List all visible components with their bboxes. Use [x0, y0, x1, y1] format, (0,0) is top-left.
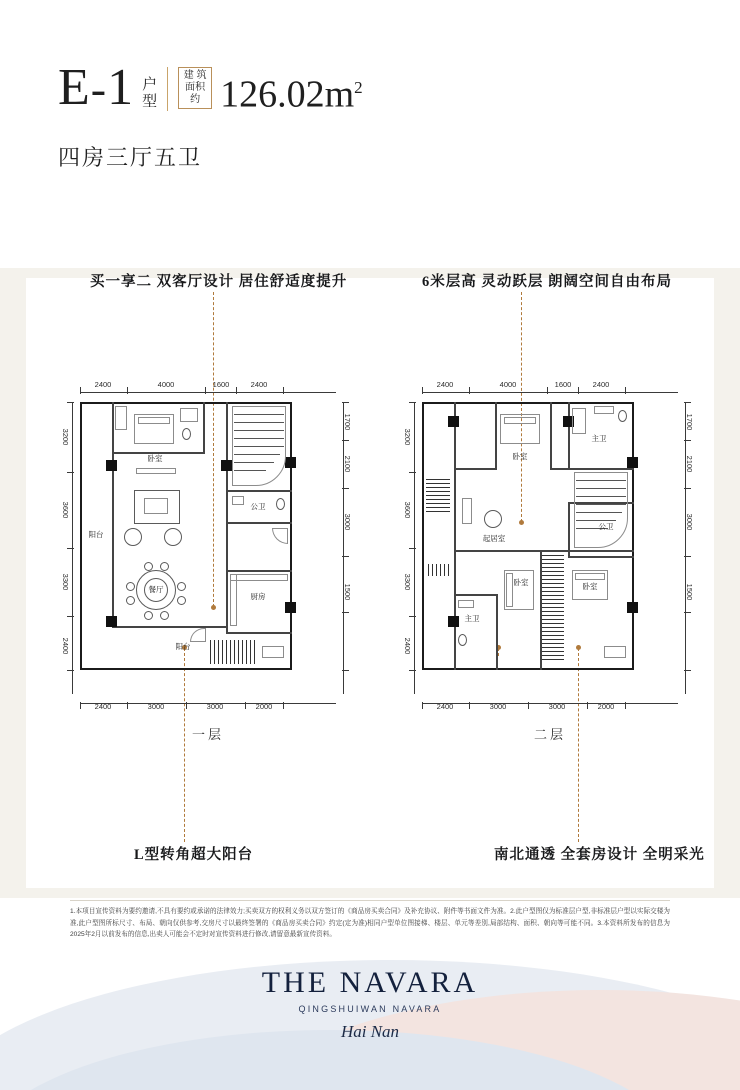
stair-step [576, 504, 626, 505]
room-label-balcony-bottom: 阳台 [175, 642, 191, 651]
column [285, 457, 296, 468]
dim-label: 3600 [403, 501, 412, 519]
caption-bottom-left: L型转角超大阳台 [134, 847, 254, 863]
balcony-railing-hatch-left [426, 478, 450, 512]
dim-label: 2400 [250, 380, 268, 389]
dims-right-1 [340, 402, 358, 694]
room-label-kitchen: 厨房 [250, 592, 266, 601]
room-label-living [142, 510, 172, 519]
unit-code [58, 59, 135, 116]
area-value-number: 126.02m [220, 74, 355, 116]
armchair-left [124, 528, 142, 546]
wall-interior [568, 556, 634, 558]
unit-type-label-line1: 户 [142, 77, 158, 93]
wall-interior [226, 490, 228, 572]
dim-label: 2400 [94, 702, 112, 711]
column [106, 616, 117, 627]
stair-step [576, 512, 622, 513]
dining-chair [160, 611, 169, 620]
family-room-table [484, 510, 502, 528]
dim-label: 2400 [403, 637, 412, 655]
wall-interior [550, 468, 634, 470]
stair-step [234, 462, 274, 463]
dim-label: 2100 [343, 455, 352, 473]
dim-label: 3200 [403, 428, 412, 446]
room-label-master-bath-top: 主卫 [591, 434, 607, 443]
column [106, 460, 117, 471]
bed-pillow [504, 417, 536, 424]
brand-block [0, 966, 740, 1042]
dim-label: 2400 [94, 380, 112, 389]
column [221, 460, 232, 471]
room-label-bedroom-1: 卧室 [147, 454, 163, 463]
door-arc [190, 628, 206, 642]
bed-pillow [575, 573, 605, 580]
balcony-railing-hatch [210, 640, 256, 664]
floorplan-level-1 [58, 378, 358, 742]
dim-label: 3000 [206, 702, 224, 711]
dining-chair [160, 562, 169, 571]
dims-top-2 [422, 378, 678, 396]
dim-label: 4000 [499, 380, 517, 389]
dim-label: 3300 [61, 573, 70, 591]
dim-label: 2400 [61, 637, 70, 655]
bathroom-fixture [180, 408, 198, 422]
dim-label: 3000 [489, 702, 507, 711]
dim-label: 3000 [548, 702, 566, 711]
wardrobe [115, 406, 127, 430]
stair-step [234, 430, 284, 431]
unit-type-label [142, 77, 157, 111]
dining-chair [177, 582, 186, 591]
wall-outer-right [290, 402, 292, 670]
dim-label: 1700 [343, 413, 352, 431]
room-summary: 四房三厅五卫 [58, 145, 203, 170]
caption-top-right: 6米层高 灵动跃层 朗阔空间自由布局 [422, 274, 672, 290]
ac-unit [604, 646, 626, 658]
dim-label: 1700 [685, 413, 694, 431]
kitchen-counter-side [230, 574, 237, 626]
bathtub [572, 408, 586, 434]
floorplan-level-2 [400, 378, 700, 742]
dims-bottom-1 [80, 700, 336, 718]
dim-label: 2100 [685, 455, 694, 473]
room-label-master-bath-bottom: 主卫 [464, 614, 480, 623]
stair-step [234, 446, 284, 447]
wall-outer-right [632, 402, 634, 670]
dim-label: 2400 [436, 702, 454, 711]
dim-label: 1600 [554, 380, 572, 389]
dining-chair [144, 611, 153, 620]
room-label-public-bath: 公卫 [250, 502, 266, 511]
sofa [462, 498, 472, 524]
brand-subtitle: QINGSHUIWAN NAVARA [298, 1004, 442, 1014]
dim-label: 1600 [212, 380, 230, 389]
dim-label: 2400 [436, 380, 454, 389]
area-label-line2: 面积约 [185, 82, 206, 105]
column [627, 602, 638, 613]
wall-interior [454, 594, 498, 596]
dim-label: 3000 [343, 513, 352, 531]
tv-cabinet [136, 468, 176, 474]
room-label-balcony-left: 阳台 [88, 530, 104, 539]
disclaimer-text: 1.本项目宣传资料为要约邀请,不具有要约或承诺的法律效力;买卖双方的权利义务以双方签订的《商品房买卖合同》及补充协议、附件等书面文件为准。2.此户型图仅为标准层户型,非标准层户型以实际交楼为准,此户型图所标尺寸、布局、朝向仅供参考,交房尺寸以最终签署的《商品房买卖合同》约定(定为准)相同户型单位图接梯、楼层、单元等差别,局部结构、面积、朝向等可能不同。3.本资料所发布的信息为2025年2月以前发布的信息,出卖人可能会不定时对宣传资料进行修改,请留意最新宣传资料。 [70, 908, 670, 938]
dining-chair [126, 582, 135, 591]
area-label-line1: 建 筑 [183, 70, 207, 81]
kitchen-counter [230, 574, 288, 581]
dim-label: 2400 [592, 380, 610, 389]
unit-code-letter: E [58, 59, 91, 116]
dims-right-2 [682, 402, 700, 694]
bed-pillow [138, 417, 170, 424]
armchair-right [164, 528, 182, 546]
dim-label: 3000 [685, 513, 694, 531]
stair-step [234, 414, 284, 415]
toilet-icon [618, 410, 627, 422]
wall-outer-bottom [80, 668, 292, 670]
stair-step [576, 520, 616, 521]
dining-chair [177, 596, 186, 605]
wall-interior [454, 468, 496, 470]
title-row [58, 59, 363, 116]
dim-label: 3300 [403, 573, 412, 591]
dim-label: 2000 [255, 702, 273, 711]
stair-step [576, 480, 626, 481]
wall-interior [454, 402, 456, 670]
balcony-railing-hatch-center [542, 554, 564, 660]
caption-bottom-right: 南北通透 全套房设计 全明采光 [494, 847, 705, 863]
wall-interior [112, 402, 114, 454]
staircase [574, 472, 628, 548]
washbasin [232, 496, 244, 505]
wall-interior [226, 402, 228, 492]
room-label-public-bath-2: 公卫 [598, 522, 614, 531]
wall-interior [226, 632, 292, 634]
stair-step [234, 470, 266, 471]
wall-interior [496, 594, 498, 670]
disclaimer-divider [70, 900, 670, 901]
brand-name: THE NAVARA [261, 966, 479, 999]
wall-interior [226, 490, 292, 492]
caption-top-left: 买一享二 双客厅设计 居住舒适度提升 [90, 274, 348, 290]
dims-left-2 [400, 402, 418, 694]
dims-bottom-2 [422, 700, 678, 718]
wall-interior [203, 402, 205, 454]
dim-label: 3200 [61, 428, 70, 446]
dim-label: 1500 [343, 583, 352, 601]
room-label-dining: 餐厅 [148, 585, 164, 594]
unit-type-label-line2: 型 [142, 94, 158, 110]
stair-step [576, 488, 626, 489]
dim-label: 2000 [597, 702, 615, 711]
area-unit-sup: 2 [354, 78, 363, 98]
column [448, 416, 459, 427]
dim-label: 3600 [61, 501, 70, 519]
wall-interior [568, 402, 570, 470]
brand-location: Hai Nan [340, 1022, 400, 1041]
washbasin [594, 406, 614, 414]
ac-unit [262, 646, 284, 658]
walls-level-2 [422, 402, 678, 694]
dining-chair [126, 596, 135, 605]
wall-outer-left [422, 402, 424, 670]
wall-interior [495, 402, 497, 470]
wall-interior [226, 570, 228, 634]
dims-left-1 [58, 402, 76, 694]
room-label-bedroom-br: 卧室 [582, 582, 598, 591]
floor-label-1: 一层 [191, 727, 224, 742]
stair-step [234, 422, 284, 423]
balcony-railing-hatch-mid [428, 564, 452, 576]
walls-level-1 [80, 402, 336, 694]
toilet-icon [458, 634, 467, 646]
wall-interior [550, 402, 552, 470]
dim-label: 1500 [685, 583, 694, 601]
room-label-bedroom-bl: 卧室 [513, 578, 529, 587]
toilet-icon [182, 428, 191, 440]
wall-interior [112, 452, 114, 628]
dims-top-1 [80, 378, 336, 396]
area-box [178, 67, 363, 115]
toilet-icon [276, 498, 285, 510]
room-label-bedroom-top: 卧室 [512, 452, 528, 461]
wall-interior [226, 522, 292, 524]
stair-step [576, 496, 626, 497]
floor-label-2: 二层 [533, 727, 566, 742]
area-label [178, 67, 212, 109]
unit-code-number: 1 [107, 59, 135, 116]
dim-label: 4000 [157, 380, 175, 389]
column [627, 457, 638, 468]
washbasin [458, 600, 474, 608]
dining-chair [144, 562, 153, 571]
stair-step [234, 454, 280, 455]
wall-interior [454, 550, 634, 552]
unit-code-dash: - [90, 63, 108, 114]
wall-interior [226, 570, 292, 572]
entry-door-arc [272, 528, 288, 544]
wall-interior [112, 626, 228, 628]
title-divider [167, 67, 168, 111]
dim-label: 3000 [147, 702, 165, 711]
page-header [58, 59, 363, 172]
column [285, 602, 296, 613]
area-value [220, 68, 363, 115]
room-label-family-room: 起居室 [482, 534, 506, 543]
stair-step [234, 438, 284, 439]
